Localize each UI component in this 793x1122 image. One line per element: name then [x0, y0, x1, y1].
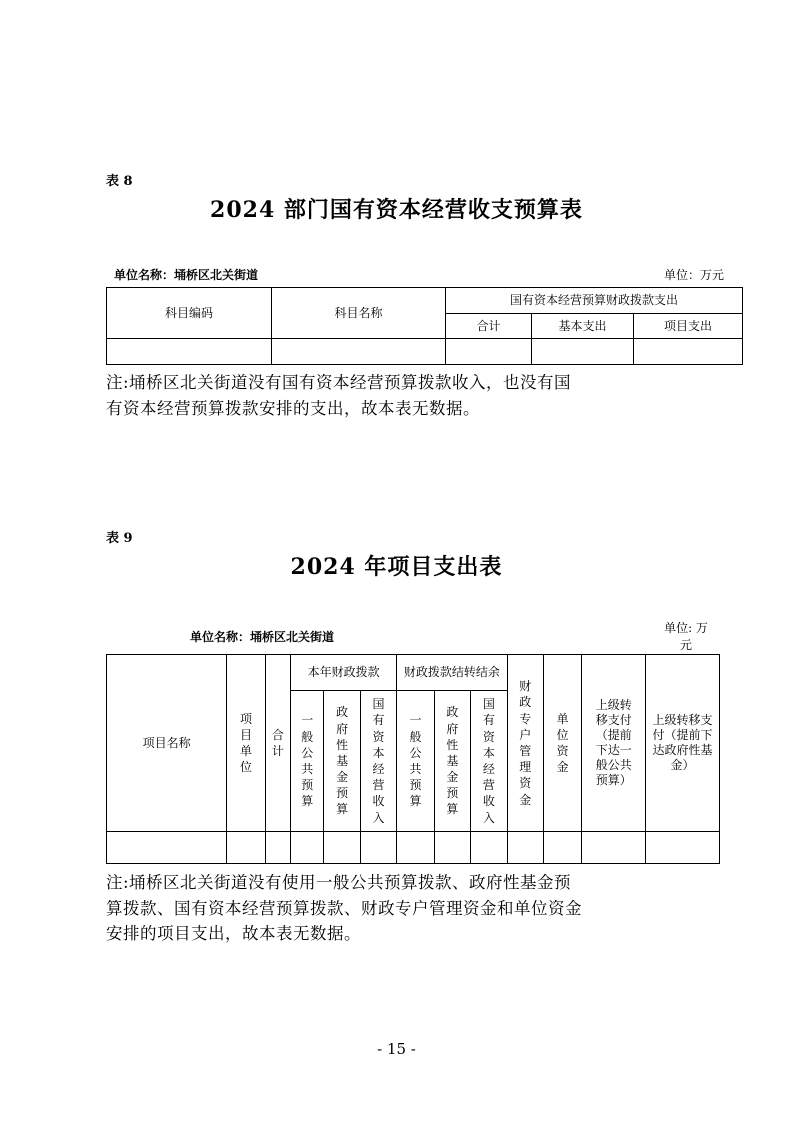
- table9-note: [106, 870, 582, 947]
- table9-unit: [660, 620, 712, 654]
- table9-header-carry-general: 一般公共预算: [397, 691, 434, 832]
- table9-header-carry-group: 财政拨款结转结余: [397, 655, 507, 691]
- table9-cell: [646, 832, 720, 864]
- table9-cell: [397, 832, 434, 864]
- table9-unit-line: 单位: 万: [664, 621, 708, 635]
- table8-cell: [107, 339, 272, 365]
- table8-note-line: 注:埇桥区北关街道没有国有资本经营预算拨款收入，也没有国: [106, 373, 572, 392]
- table9-header-state-capital: 国有资本经营收入: [360, 691, 396, 832]
- table9-header-carry-state-capital: 国有资本经营收入: [471, 691, 507, 832]
- table9-cell: [543, 832, 581, 864]
- table8-header-group: 国有资本经营预算财政拨款支出: [446, 288, 743, 314]
- page-number: - 15 -: [377, 1040, 416, 1058]
- table8-cell: [634, 339, 743, 365]
- table8-cell: [272, 339, 446, 365]
- table8-grid: [106, 287, 743, 365]
- table8-unit: 单位：万元: [664, 268, 725, 282]
- table9-note-line: 注:埇桥区北关街道没有使用一般公共预算拨款、政府性基金预: [106, 873, 572, 892]
- table9-header-transfer-gov-fund: 上级转移支付（提前下达政府性基金）: [646, 655, 720, 832]
- table9-cell: [434, 832, 470, 864]
- table9-header-carry-gov-fund: 政府性基金预算: [434, 691, 470, 832]
- table9-unit-line: 元: [679, 637, 692, 652]
- table9-header-special-account: 财政专户管理资金: [507, 655, 543, 832]
- table8-label: 表 8: [106, 174, 133, 189]
- table9-cell: [265, 832, 290, 864]
- table9-unit-name: 单位名称：埇桥区北关街道: [190, 630, 335, 644]
- table8-empty-row: [107, 339, 743, 365]
- table9-cell: [227, 832, 265, 864]
- table9-title: 2024 年项目支出表: [290, 554, 503, 580]
- table8-header-total: 合计: [446, 314, 532, 339]
- table9-cell: [291, 832, 324, 864]
- table9-cell: [582, 832, 646, 864]
- table9-header-general: 一般公共预算: [291, 691, 324, 832]
- table8-header-name: 科目名称: [272, 288, 446, 339]
- table8-header-code: 科目编码: [107, 288, 272, 339]
- table9-header-current-group: 本年财政拨款: [291, 655, 397, 691]
- table9-cell: [360, 832, 396, 864]
- table9-cell: [507, 832, 543, 864]
- table9-note-line: 算拨款、国有资本经营预算拨款、财政专户管理资金和单位资金: [106, 898, 582, 918]
- table9-header-gov-fund: 政府性基金预算: [324, 691, 360, 832]
- table9-label: 表 9: [106, 531, 133, 546]
- table8-note-line: 有资本经营预算拨款安排的支出，故本表无数据。: [106, 398, 480, 418]
- table9-grid: [106, 654, 720, 864]
- table9-cell: [107, 832, 227, 864]
- table8-note: [106, 370, 571, 421]
- table8-cell: [532, 339, 634, 365]
- table8-header-project: 项目支出: [634, 314, 743, 339]
- table9-header-project-unit: 项目单位: [227, 655, 265, 832]
- table9-empty-row: [107, 832, 720, 864]
- table9-header-unit-fund: 单位资金: [543, 655, 581, 832]
- table9-header-project-name: 项目名称: [107, 655, 227, 832]
- table8-header-basic: 基本支出: [532, 314, 634, 339]
- table9-cell: [471, 832, 507, 864]
- table8-title: 2024 部门国有资本经营收支预算表: [210, 197, 583, 223]
- table9-note-line: 安排的项目支出，故本表无数据。: [106, 924, 361, 944]
- table9-header-total: 合计: [265, 655, 290, 832]
- table8-cell: [446, 339, 532, 365]
- table9-header-transfer-general: 上级转移支付（提前下达一般公共预算）: [582, 655, 646, 832]
- table9-cell: [324, 832, 360, 864]
- table8-unit-name: 单位名称：埇桥区北关街道: [114, 268, 259, 282]
